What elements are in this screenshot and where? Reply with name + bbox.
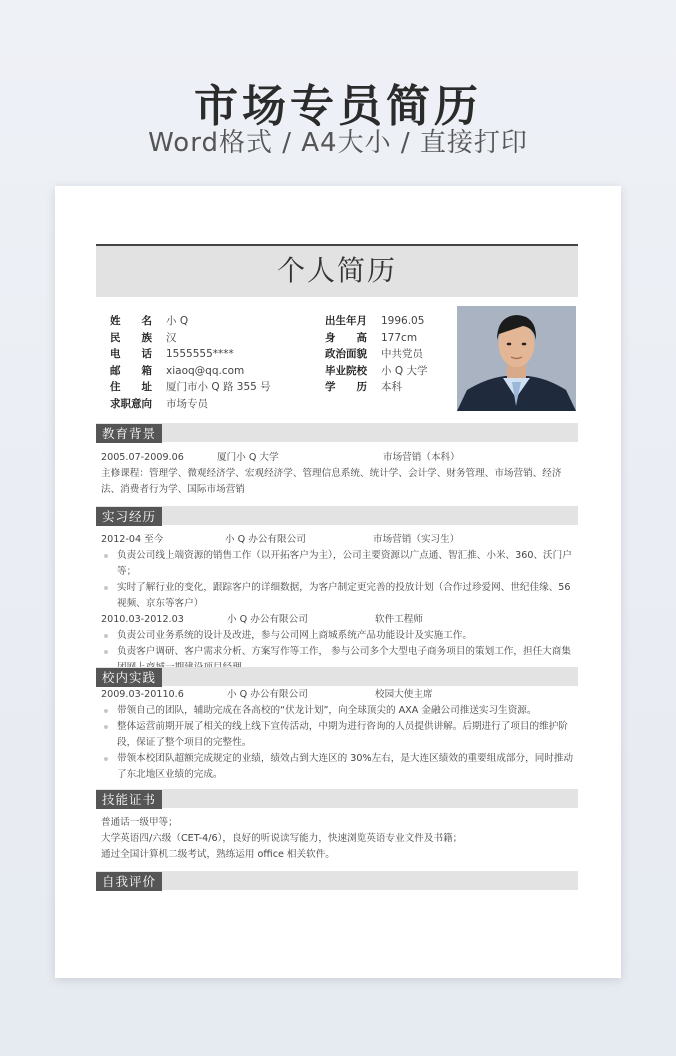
- info-row: [325, 346, 427, 363]
- list-item: 负责公司线上端资源的销售工作（以开拓客户为主），公司主要资源以广点通、智汇推、小米、360、沃门户等；: [101, 548, 575, 580]
- info-row: [110, 396, 271, 413]
- info-label: 身 高: [325, 331, 367, 344]
- internship-entry-head: [101, 612, 575, 628]
- info-label: 住 址: [110, 381, 152, 394]
- info-label: 毕业院校: [325, 364, 367, 377]
- info-value: 1555555****: [166, 348, 234, 361]
- info-label: 出生年月: [325, 315, 367, 327]
- internship-period: 2010.03-2012.03: [101, 614, 184, 625]
- info-label: 求职意向: [110, 397, 152, 410]
- info-value: 市场专员: [166, 397, 208, 410]
- education-major: 市场营销（本科）: [383, 452, 460, 463]
- education-courses: 主修课程：管理学、微观经济学、宏观经济学、管理信息系统、统计学、会计学、财务管理、市场营销、经济法、消费者行为学、国际市场营销: [101, 468, 562, 495]
- internship-company: 小 Q 办公有限公司: [225, 534, 306, 545]
- skills-line: 大学英语四/六级（CET-4/6），良好的听说读写能力，快速浏览英语专业文件及书籍；: [101, 833, 463, 844]
- section-internship: [96, 506, 578, 525]
- info-value: 小 Q: [166, 315, 189, 327]
- info-label: 电 话: [110, 348, 152, 361]
- internship-bullets: [101, 548, 575, 612]
- info-row: [110, 313, 271, 330]
- section-self-evaluation-heading: 自我评价: [96, 872, 162, 891]
- hero-title: 市场专员简历: [194, 81, 482, 132]
- info-value: 本科: [381, 381, 402, 394]
- internship-role: 市场营销（实习生）: [373, 534, 460, 545]
- section-self-evaluation: [96, 871, 578, 890]
- info-label: 邮 箱: [110, 364, 152, 377]
- skills-block: [101, 815, 575, 863]
- info-row: [110, 330, 271, 347]
- info-row: [110, 379, 271, 396]
- campus-period: 2009.03-20110.6: [101, 689, 184, 700]
- campus-role: 校园大使主席: [375, 689, 433, 700]
- info-value: 汉: [166, 331, 177, 344]
- info-value: 小 Q 大学: [381, 364, 428, 377]
- info-row: [110, 363, 271, 380]
- section-education: [96, 423, 578, 442]
- info-label: 学 历: [325, 381, 367, 394]
- info-row: [110, 346, 271, 363]
- campus-bullets: [101, 703, 575, 783]
- info-label: 政治面貌: [325, 348, 367, 361]
- info-row: [325, 330, 427, 347]
- campus-block: [101, 687, 575, 783]
- list-item: 负责公司业务系统的设计及改进，参与公司网上商城系统产品功能设计及实施工作。: [101, 628, 575, 644]
- education-period: 2005.07-2009.06: [101, 452, 184, 463]
- info-label: 民 族: [110, 331, 152, 344]
- skills-line: 通过全国计算机二级考试，熟练运用 office 相关软件。: [101, 849, 335, 860]
- internship-role: 软件工程师: [375, 614, 423, 625]
- info-label: 姓 名: [110, 315, 152, 327]
- section-internship-heading: 实习经历: [96, 507, 162, 526]
- info-row: [325, 313, 427, 330]
- info-row: [325, 363, 427, 380]
- education-block: [101, 450, 575, 498]
- info-value: xiaoq@qq.com: [166, 364, 245, 377]
- list-item: 整体运营前期开展了相关的线上线下宣传活动，中期为进行咨询的人员提供讲解。后期进行了项目的维护阶段，保证了整个项目的完整性。: [101, 719, 575, 751]
- hero-subtitle: Word格式 / A4大小 / 直接打印: [148, 128, 528, 158]
- profile-photo: [457, 306, 576, 411]
- list-item: 实时了解行业的变化，跟踪客户的详细数据，为客户制定更完善的投放计划（合作过珍爱网、世纪佳缘、56 视频、京东等客户）: [101, 580, 575, 612]
- info-row: [325, 379, 427, 396]
- list-item: 带领自己的团队，辅助完成在各高校的“伏龙计划”，向全球顶尖的 AXA 金融公司推送实习生资源。: [101, 703, 575, 719]
- info-value: 177cm: [381, 331, 418, 344]
- section-skills-heading: 技能证书: [96, 790, 162, 809]
- internship-period: 2012-04 至今: [101, 534, 164, 545]
- campus-company: 小 Q 办公有限公司: [227, 689, 308, 700]
- personal-info-right: [325, 313, 427, 396]
- list-item: 负责客户调研、客户需求分析、方案写作等工作， 参与公司多个大型电子商务项目的策划工作，担任大商集: [101, 644, 575, 676]
- education-entry-head: [101, 450, 575, 466]
- section-campus-heading: 校内实践: [96, 668, 162, 687]
- list-item: 带领本校团队超额完成规定的业绩，绩效占到大连区的 30%左右，是大连区绩效的重要组成部分，同时推动了东北地区业绩的完成。: [101, 751, 575, 783]
- education-school: 厦门小 Q 大学: [217, 452, 279, 463]
- section-campus: [96, 667, 578, 686]
- info-value: 1996.05: [381, 315, 425, 327]
- skills-line: 普通话一级甲等；: [101, 817, 178, 828]
- section-education-heading: 教育背景: [96, 424, 162, 443]
- campus-entry-head: [101, 687, 575, 703]
- internship-block: [101, 532, 575, 676]
- section-skills: [96, 789, 578, 808]
- info-value: 中共党员: [381, 348, 423, 361]
- internship-entry-head: [101, 532, 575, 548]
- personal-info-left: [110, 313, 271, 413]
- resume-title: 个人简历: [96, 244, 578, 297]
- internship-company: 小 Q 办公有限公司: [227, 614, 308, 625]
- info-value: 厦门市小 Q 路 355 号: [166, 381, 271, 394]
- resume-paper: [55, 186, 621, 978]
